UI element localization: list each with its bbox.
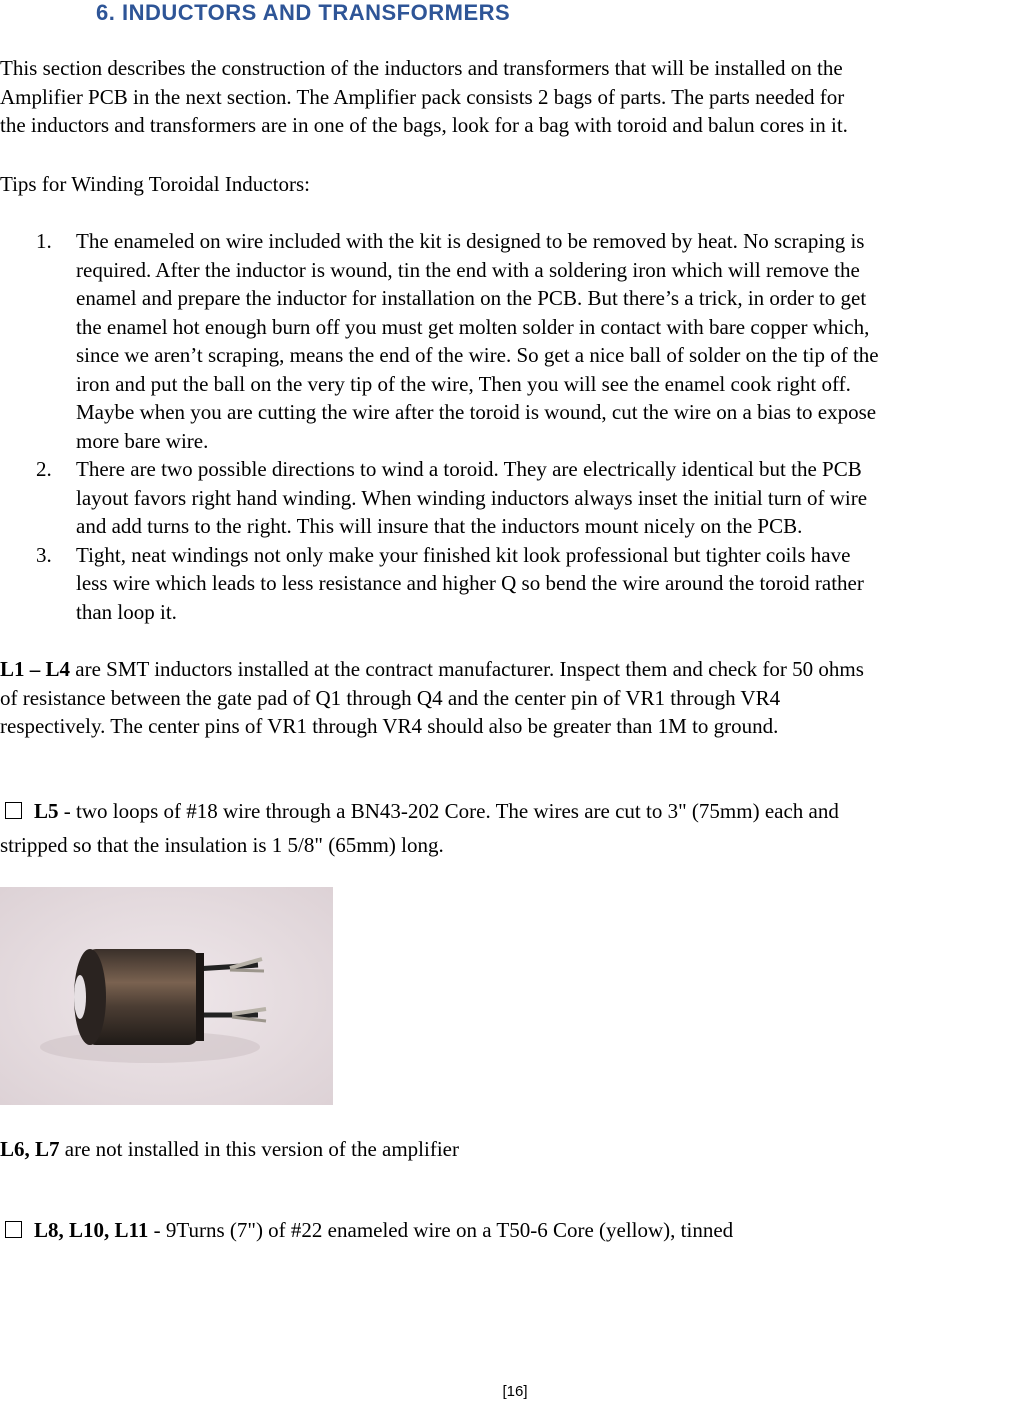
l5-text: - two loops of #18 wire through a BN43-202 Core. The wires are cut to 3" (75mm) each and xyxy=(58,799,839,823)
tip-line: than loop it. xyxy=(76,599,177,624)
tip-line: Tight, neat windings not only make your finished kit look professional but tighter coils have xyxy=(76,542,851,567)
intro-line: the inductors and transformers are in one of the bags, look for a bag with toroid and balun cores in it. xyxy=(0,113,848,137)
l1-l4-text: respectively. The center pins of VR1 through VR4 should also be greater than 1M to ground. xyxy=(0,714,779,738)
tips-title: Tips for Winding Toroidal Inductors: xyxy=(0,172,310,196)
l1-l4-text: are SMT inductors installed at the contract manufacturer. Inspect them and check for 50 ohms xyxy=(70,657,864,681)
tip-line: iron and put the ball on the very tip of the wire, Then you will see the enamel cook right off. xyxy=(76,371,851,396)
balun-core-icon xyxy=(0,887,333,1105)
tip-line: more bare wire. xyxy=(76,428,209,453)
l8-paragraph xyxy=(0,1216,1030,1245)
section-heading: 6. INDUCTORS AND TRANSFORMERS xyxy=(96,0,511,25)
l5-balun-photo xyxy=(0,887,333,1105)
l1-l4-label: L1 – L4 xyxy=(0,657,71,681)
l5-text: stripped so that the insulation is 1 5/8" (65mm) long. xyxy=(0,833,444,857)
tip-line: and add turns to the right. This will insure that the inductors mount nicely on the PCB. xyxy=(76,514,803,538)
tip-item-1 xyxy=(0,227,1030,455)
tip-line: the enamel hot enough burn off you must get molten solder in contact with bare copper which, xyxy=(76,314,870,339)
l1-l4-paragraph xyxy=(0,655,1030,741)
tip-line: The enameled on wire included with the kit is designed to be removed by heat. No scraping is xyxy=(76,229,865,253)
intro-line: This section describes the construction of the inductors and transformers that will be installed on the xyxy=(0,56,843,80)
intro-paragraph xyxy=(0,54,1030,140)
l8-label: L8, L10, L11 xyxy=(34,1218,149,1242)
l8-text: - 9Turns (7") of #22 enameled wire on a T50-6 Core (yellow), tinned xyxy=(148,1218,734,1242)
page-number: [16] xyxy=(502,1383,528,1400)
l5-paragraph xyxy=(0,794,1030,862)
tip-line: Maybe when you are cutting the wire after the toroid is wound, cut the wire on a bias to expose xyxy=(76,400,877,424)
l5-checkbox[interactable] xyxy=(5,802,22,819)
intro-line: Amplifier PCB in the next section. The Amplifier pack consists 2 bags of parts. The parts needed for xyxy=(0,84,845,109)
tip-item-3 xyxy=(0,541,1030,627)
l6-l7-text: are not installed in this version of the amplifier xyxy=(59,1137,459,1161)
tip-number: 2. xyxy=(36,457,52,481)
tip-number: 3. xyxy=(36,542,52,567)
tip-line: required. After the inductor is wound, tin the end with a soldering iron which will remove the xyxy=(76,257,860,282)
tips-list xyxy=(0,227,1030,626)
l1-l4-text: of resistance between the gate pad of Q1 through Q4 and the center pin of VR1 through VR4 xyxy=(0,685,781,710)
l6-l7-label: L6, L7 xyxy=(0,1137,60,1161)
tip-line: layout favors right hand winding. When winding inductors always inset the initial turn of wire xyxy=(76,485,868,510)
tip-item-2 xyxy=(0,455,1030,541)
l5-label: L5 xyxy=(34,799,59,823)
tip-number: 1. xyxy=(36,229,52,253)
l6-l7-paragraph xyxy=(0,1135,1030,1164)
tip-line: enamel and prepare the inductor for installation on the PCB. But there’s a trick, in order to get xyxy=(76,286,867,310)
tip-line: since we aren’t scraping, means the end of the wire. So get a nice ball of solder on the tip of the xyxy=(76,343,879,367)
tip-line: less wire which leads to less resistance and higher Q so bend the wire around the toroid rather xyxy=(76,571,864,595)
l8-checkbox[interactable] xyxy=(5,1221,22,1238)
tip-line: There are two possible directions to wind a toroid. They are electrically identical but the PCB xyxy=(76,457,862,481)
